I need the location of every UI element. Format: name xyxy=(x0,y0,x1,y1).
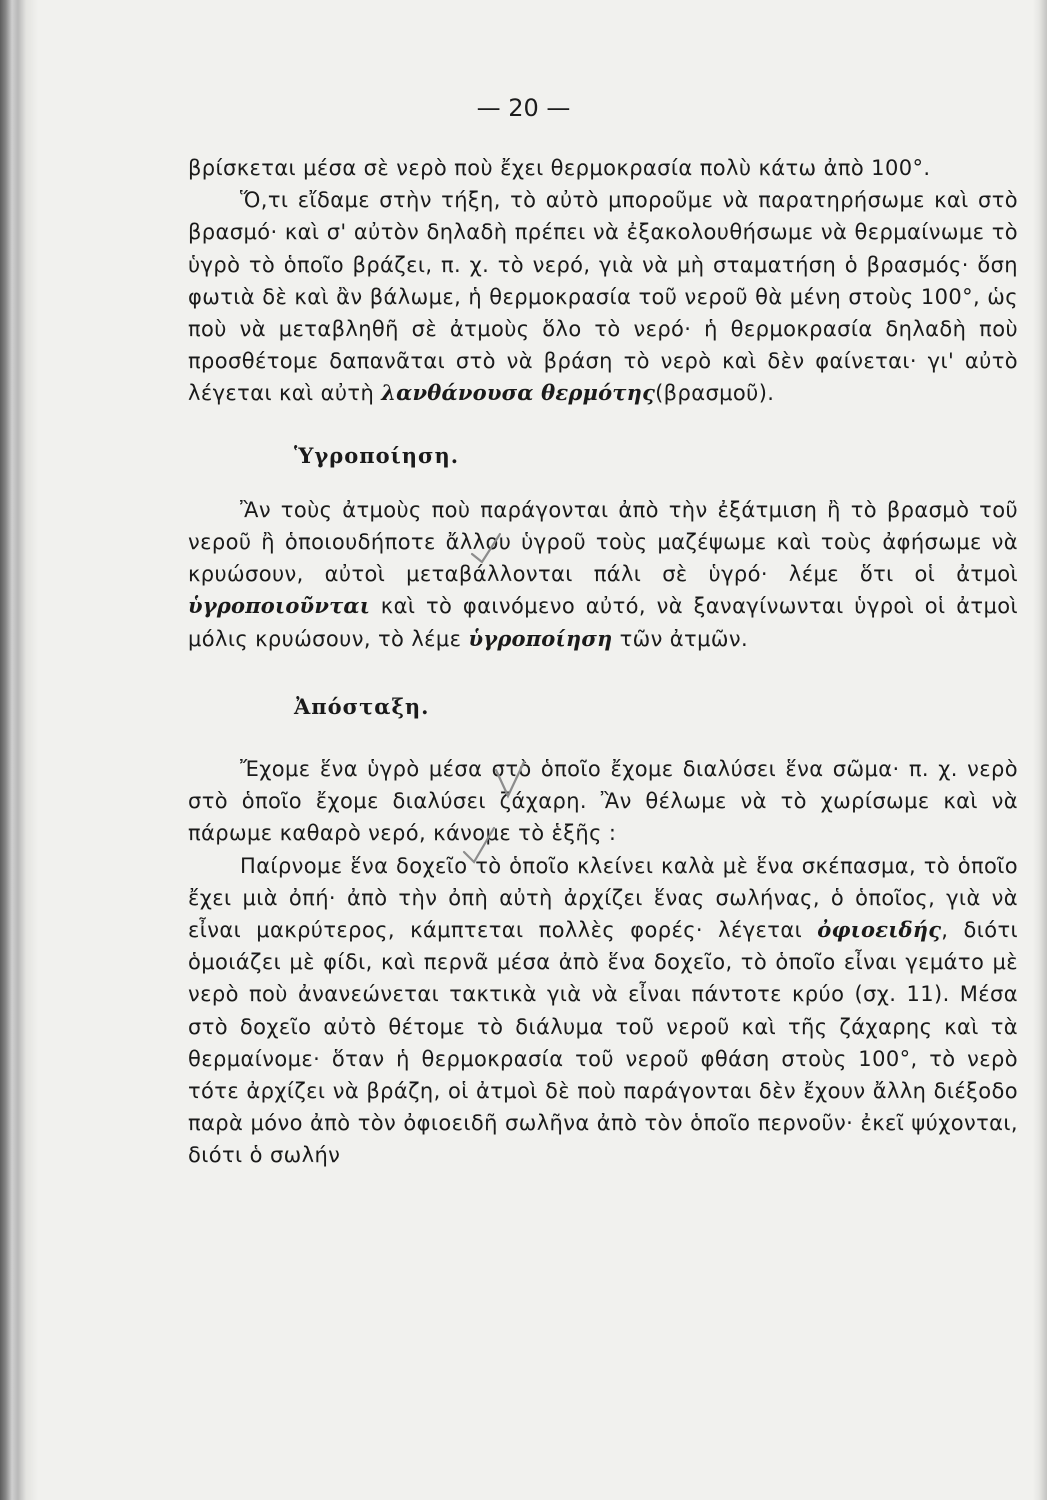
paragraph-5-text-a: Παίρνομε ἕνα δοχεῖο τὸ ὁποῖο κλείνει καλὰ μὲ ἕνα σκέπασμα, τὸ ὁποῖο ἔχει μιὰ ὀπή· ἀπὸ τὴν ὀπὴ αὐτὴ ἀρχίζει ἕνας σωλήνας, ὁ ὁποῖος, γιὰ νὰ εἶναι μακρύτερος, κάμπτεται πολλὲς φορές· λέγεται xyxy=(188,853,1018,943)
term-condense: ὑγροποιοῦνται xyxy=(188,593,371,619)
paragraph-latent-heat xyxy=(188,184,1018,409)
paragraph-4-text: Ἔχομε ἕνα ὑγρὸ μέσα στὸ ὁποῖο ἔχομε διαλύσει ἕνα σῶμα· π. χ. νερὸ στὸ ὁποῖο ἔχομε διαλύσει ζάχαρη. Ἂν θέλωμε νὰ τὸ χωρίσωμε καὶ νὰ πάρωμε καθαρὸ νερό, κάνομε τὸ ἑξῆς : xyxy=(188,757,1018,846)
page-number: — 20 — xyxy=(476,94,571,122)
paragraph-distillation-procedure xyxy=(188,850,1018,1172)
term-serpentine: ὀφιοειδής xyxy=(817,917,942,943)
paragraph-2-text-b: (βρασμοῦ). xyxy=(655,381,775,406)
paragraph-distillation-intro xyxy=(188,753,1018,850)
term-condensation: ὑγροποίηση xyxy=(468,625,613,651)
pencil-checkmark-icon xyxy=(494,760,528,800)
book-binding-edge xyxy=(0,0,38,1500)
term-latent-heat: λανθάνουσα θερμότης xyxy=(381,380,656,406)
paragraph-3-text-b: καὶ τὸ φαινόμενο αὐτό, νὰ ξαναγίνωνται ὑγροὶ οἱ ἀτμοὶ μόλις κρυώσουν, τὸ λέμε xyxy=(188,594,1018,651)
section-heading-distillation: Ἀπόσταξη. xyxy=(294,693,430,719)
paragraph-continuation xyxy=(188,152,1018,184)
paragraph-1-text: βρίσκεται μέσα σὲ νερὸ ποὺ ἔχει θερμοκρασία πολὺ κάτω ἀπὸ 100°. xyxy=(188,156,931,180)
section-heading-condensation: Ὑγροποίηση. xyxy=(294,442,460,468)
paragraph-condensation xyxy=(188,494,1018,655)
paragraph-2-text-a: Ὅ,τι εἴδαμε στὴν τήξη, τὸ αὐτὸ μποροῦμε νὰ παρατηρήσωμε καὶ στὸ βρασμό· καὶ σ' αὐτὸν δηλαδὴ πρέπει νὰ ἐξακολουθήσωμε νὰ θερμαίνωμε τὸ ὑγρὸ τὸ ὁποῖο βράζει, π. χ. τὸ νερό, γιὰ νὰ μὴ σταματήση ὁ βρασμός· ὅση φωτιὰ δὲ καὶ ἂν βάλωμε, ἡ θερμοκρασία τοῦ νεροῦ θὰ μένη στοὺς 100°, ὡς ποὺ νὰ μεταβληθῆ σὲ ἀτμοὺς ὅλο τὸ νερό· ἡ θερμοκρασία δηλαδὴ ποὺ προσθέτομε δαπανᾶται στὸ νὰ βράση τὸ νερὸ καὶ δὲν φαίνεται· γι' αὐτὸ λέγεται καὶ αὐτὴ xyxy=(188,188,1018,406)
page-right-edge xyxy=(1033,0,1047,1500)
pencil-checkmark-icon xyxy=(470,530,504,570)
paragraph-3-text-a: Ἂν τοὺς ἀτμοὺς ποὺ παράγονται ἀπὸ τὴν ἐξάτμιση ἢ τὸ βρασμὸ τοῦ νεροῦ ἢ ὁποιουδήποτε ἄλλου ὑγροῦ τοὺς μαζέψωμε καὶ τοὺς ἀφήσωμε νὰ κρυώσουν, αὐτοὶ μεταβάλλονται πάλι σὲ ὑγρό· λέμε ὅτι οἱ ἀτμοὶ xyxy=(188,497,1018,587)
pencil-checkmark-icon xyxy=(462,826,496,866)
paragraph-3-text-c: τῶν ἀτμῶν. xyxy=(619,626,749,651)
paragraph-5-text-b: , διότι ὁμοιάζει μὲ φίδι, καὶ περνᾶ μέσα ἀπὸ ἕνα δοχεῖο, τὸ ὁποῖο εἶναι γεμάτο μὲ νερὸ ποὺ ἀνανεώνεται τακτικὰ γιὰ νὰ εἶναι πάντοτε κρύο (σχ. 11). Μέσα στὸ δοχεῖο αὐτὸ θέτομε τὸ διάλυμα τοῦ νεροῦ καὶ τῆς ζάχαρης καὶ τὰ θερμαίνομε· ὅταν ἡ θερμοκρασία τοῦ νεροῦ φθάση στοὺς 100°, τὸ νερὸ τότε ἀρχίζει νὰ βράζη, οἱ ἀτμοὶ δὲ ποὺ παράγονται δὲν ἔχουν ἄλλη διέξοδο παρὰ μόνο ἀπὸ τὸν ὀφιοειδῆ σωλῆνα ἀπὸ τὸν ὁποῖο περνοῦν· ἐκεῖ ψύχονται, διότι ὁ σωλήν xyxy=(188,918,1018,1168)
page-body xyxy=(188,152,1018,1172)
